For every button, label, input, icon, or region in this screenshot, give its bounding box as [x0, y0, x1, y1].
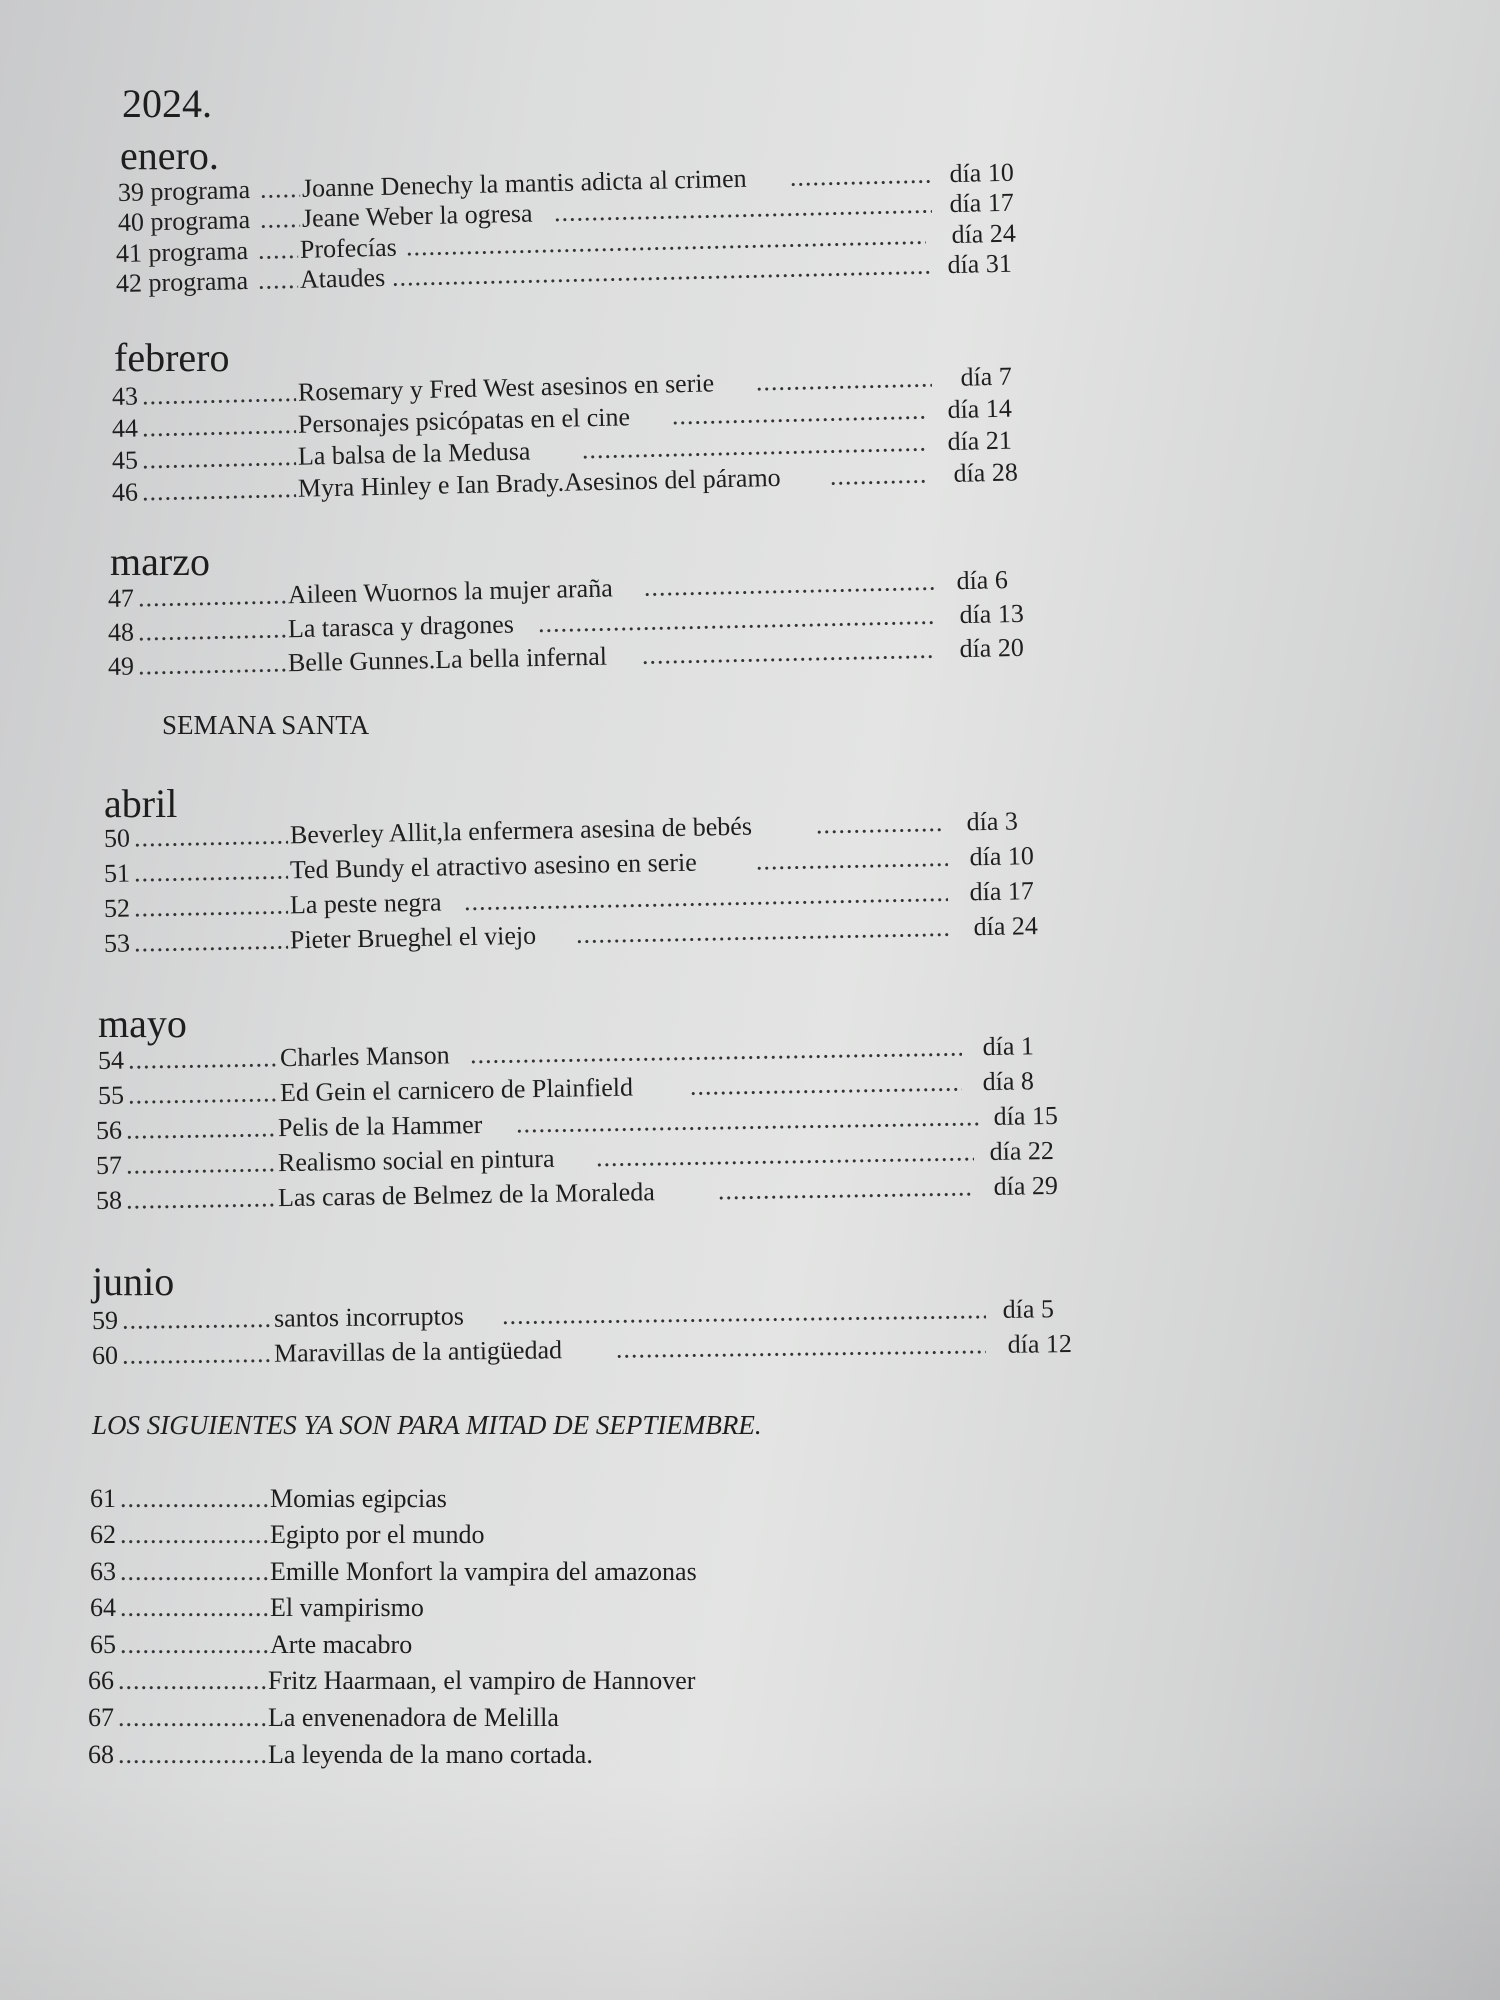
- program-row: [90, 1518, 850, 1552]
- dot-leader: [128, 1041, 279, 1077]
- dot-leader: [642, 633, 937, 673]
- program-number: 64: [90, 1593, 116, 1622]
- septiembre-note: LOS SIGUIENTES YA SON PARA MITAD DE SEPTIEMBRE.: [92, 1410, 762, 1440]
- program-title: Belle Gunnes.La bella infernal: [287, 641, 608, 678]
- program-title: Personajes psicópatas en el cine: [297, 402, 631, 439]
- program-day: día 10: [949, 157, 1015, 189]
- program-title: Arte macabro: [270, 1630, 413, 1659]
- dot-leader: [120, 1591, 268, 1625]
- program-title: Las caras de Belmez de la Moraleda: [277, 1177, 655, 1213]
- program-row: [90, 1591, 850, 1625]
- dot-leader: [718, 1170, 975, 1208]
- month-heading-abril: abril: [104, 781, 178, 826]
- program-title: La envenenadora de Melilla: [268, 1703, 559, 1732]
- program-title: La tarasca y dragones: [287, 609, 515, 644]
- program-number: 65: [90, 1630, 116, 1659]
- program-title: Fritz Haarmaan, el vampiro de Hannover: [268, 1666, 696, 1695]
- program-number: 54: [97, 1045, 125, 1075]
- dot-leader: [134, 818, 289, 855]
- dot-leader: [134, 923, 289, 960]
- program-number: 44: [111, 413, 139, 443]
- program-number: 60: [91, 1340, 119, 1370]
- program-number: 45: [111, 445, 139, 475]
- program-title: Pelis de la Hammer: [277, 1109, 483, 1143]
- program-day: día 17: [949, 187, 1015, 219]
- dot-leader: [118, 1664, 266, 1698]
- dot-leader: [138, 646, 287, 683]
- dot-leader: [122, 1337, 272, 1373]
- program-row: [88, 1738, 848, 1772]
- program-day: día 15: [993, 1100, 1059, 1131]
- dot-leader: [128, 1076, 279, 1112]
- program-number: 67: [88, 1703, 114, 1732]
- program-row: [90, 1555, 850, 1589]
- program-number: 48: [107, 617, 135, 647]
- program-day: día 10: [969, 841, 1035, 872]
- month-heading-junio: junio: [92, 1259, 175, 1304]
- dot-leader: [120, 1518, 268, 1552]
- program-title: Profecías: [299, 232, 397, 264]
- dot-leader: [118, 1701, 266, 1735]
- program-number: 62: [90, 1520, 116, 1549]
- program-title: Ed Gein el carnicero de Plainfield: [279, 1072, 634, 1108]
- program-number: 59: [91, 1305, 119, 1335]
- dot-leader: [260, 202, 301, 237]
- dot-leader: [122, 1302, 272, 1338]
- program-number: 39 programa: [117, 175, 251, 207]
- dot-leader: [142, 472, 297, 509]
- program-day: día 17: [969, 876, 1035, 907]
- dot-leader: [690, 1065, 963, 1103]
- program-day: día 1: [982, 1031, 1035, 1062]
- dot-leader: [576, 911, 953, 952]
- dot-leader: [138, 612, 287, 649]
- dot-leader: [502, 1293, 986, 1333]
- program-title: Pieter Brueghel el viejo: [289, 920, 537, 955]
- program-day: día 29: [993, 1170, 1059, 1201]
- program-title: La balsa de la Medusa: [297, 436, 531, 471]
- program-number: 57: [95, 1150, 123, 1180]
- dot-leader: [126, 1146, 277, 1182]
- program-day: día 28: [953, 457, 1019, 488]
- program-number: 63: [90, 1557, 116, 1586]
- program-title: Emille Monfort la vampira del amazonas: [270, 1557, 697, 1586]
- program-title: Rosemary y Fred West asesinos en serie: [297, 368, 715, 407]
- month-heading-marzo: marzo: [110, 539, 210, 584]
- program-number: 40 programa: [117, 205, 251, 237]
- dot-leader: [126, 1181, 277, 1217]
- program-day: día 21: [947, 425, 1013, 457]
- program-number: 42 programa: [115, 266, 249, 298]
- program-row: [88, 1701, 848, 1735]
- program-number: 47: [107, 583, 135, 613]
- dot-leader: [120, 1628, 268, 1662]
- program-title: Realismo social en pintura: [277, 1143, 555, 1178]
- program-number: 56: [95, 1115, 123, 1145]
- program-number: 52: [103, 893, 131, 923]
- program-number: 53: [103, 928, 131, 958]
- dot-leader: [118, 1738, 266, 1772]
- program-title: Myra Hinley e Ian Brady.Asesinos del páramo: [297, 462, 781, 503]
- month-heading-enero: enero.: [120, 133, 219, 178]
- program-number: 43: [111, 381, 139, 411]
- dot-leader: [816, 806, 943, 842]
- program-number: 41 programa: [115, 236, 249, 268]
- program-number: 46: [111, 477, 139, 507]
- program-title: La leyenda de la mano cortada.: [268, 1740, 593, 1769]
- dot-leader: [134, 853, 289, 890]
- program-row: [90, 1628, 850, 1662]
- dot-leader: [756, 841, 949, 879]
- program-title: Aileen Wuornos la mujer araña: [287, 573, 613, 610]
- semana-santa-note: SEMANA SANTA: [162, 710, 370, 740]
- program-day: día 7: [960, 361, 1013, 392]
- program-number: 49: [107, 651, 135, 681]
- program-day: día 13: [959, 598, 1025, 630]
- program-number: 55: [97, 1080, 125, 1110]
- program-day: día 8: [982, 1066, 1035, 1097]
- program-day: día 24: [951, 218, 1017, 250]
- program-number: 68: [88, 1740, 114, 1769]
- month-heading-mayo: mayo: [98, 1001, 187, 1046]
- dot-leader: [616, 1328, 986, 1367]
- program-day: día 5: [1002, 1294, 1055, 1324]
- program-title: santos incorruptos: [273, 1301, 465, 1333]
- program-title: El vampirismo: [270, 1593, 424, 1622]
- program-number: 51: [103, 858, 131, 888]
- program-number: 66: [88, 1666, 114, 1695]
- program-day: día 14: [947, 393, 1013, 425]
- program-day: día 6: [956, 565, 1009, 596]
- program-title: Beverley Allit,la enfermera asesina de bebés: [289, 811, 753, 850]
- program-day: día 24: [973, 911, 1039, 942]
- program-row: [88, 1664, 848, 1698]
- dot-leader: [138, 578, 287, 615]
- dot-leader: [258, 263, 299, 298]
- year-heading: 2024.: [122, 81, 212, 126]
- program-day: día 20: [959, 632, 1025, 664]
- program-day: día 31: [947, 248, 1013, 280]
- program-title: Ted Bundy el atractivo asesino en serie: [289, 847, 697, 885]
- program-title: Egipto por el mundo: [270, 1520, 485, 1549]
- program-title: Momias egipcias: [270, 1484, 447, 1513]
- program-title: Jeane Weber la ogresa: [301, 198, 533, 233]
- program-day: día 22: [989, 1135, 1055, 1166]
- dot-leader: [120, 1482, 268, 1516]
- program-day: día 12: [1007, 1329, 1073, 1359]
- dot-leader: [596, 1135, 974, 1175]
- program-title: Ataudes: [299, 262, 386, 294]
- month-heading-febrero: febrero: [114, 335, 230, 380]
- program-day: día 3: [966, 806, 1019, 837]
- program-number: 50: [103, 823, 131, 853]
- program-number: 58: [95, 1185, 123, 1215]
- program-number: 61: [90, 1484, 116, 1513]
- dot-leader: [134, 888, 289, 925]
- program-title: Joanne Denechy la mantis adicta al crimen: [301, 163, 747, 203]
- program-title: Maravillas de la antigüedad: [273, 1335, 563, 1368]
- dot-leader: [829, 457, 928, 493]
- page-shadow: [0, 1780, 1500, 2000]
- dot-leader: [126, 1111, 277, 1147]
- dot-leader: [120, 1555, 268, 1589]
- program-title: La peste negra: [289, 887, 442, 920]
- program-row: [90, 1482, 850, 1516]
- program-title: Charles Manson: [279, 1040, 450, 1073]
